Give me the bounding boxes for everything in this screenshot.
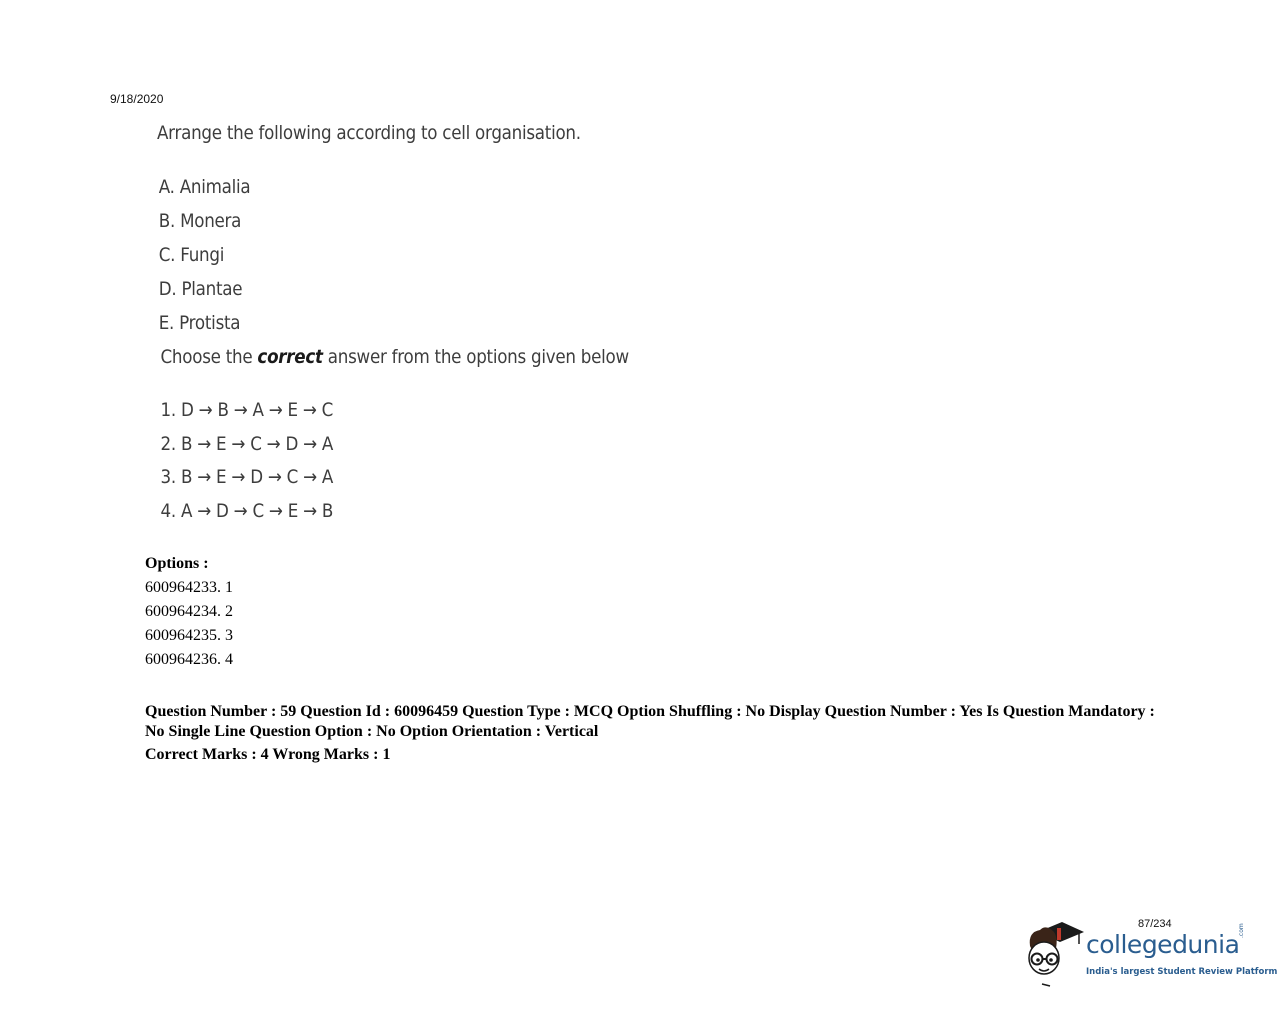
list-item: D. Plantae	[158, 278, 243, 300]
brand-tagline: India's largest Student Review Platform	[1086, 967, 1278, 977]
item-list	[157, 170, 717, 340]
options-heading: Options :	[145, 555, 209, 572]
answer-choice: 4. A → D → C → E → B	[160, 499, 334, 522]
list-item: B. Monera	[158, 210, 242, 232]
list-item: A. Animalia	[158, 176, 251, 198]
answer-choice: 3. B → E → D → C → A	[160, 466, 334, 488]
list-item: E. Protista	[158, 312, 241, 334]
instruction-suffix: answer from the options given below	[322, 346, 629, 368]
list-item: C. Fungi	[158, 244, 225, 266]
brand-suffix: .com	[1238, 923, 1245, 938]
answer-choices	[157, 394, 717, 528]
option-id: 600964234. 2	[145, 603, 233, 620]
question-title: Arrange the following according to cell organisation.	[157, 122, 581, 144]
answer-choice: 2. B → E → C → D → A	[160, 432, 334, 455]
options-section	[145, 552, 233, 672]
marks-info: Correct Marks : 4 Wrong Marks : 1	[145, 746, 391, 763]
instruction-emphasis: correct	[257, 346, 323, 368]
option-id: 600964235. 3	[145, 627, 233, 644]
instruction-prefix: Choose the	[160, 346, 258, 368]
answer-choice: 1. D → B → A → E → C	[160, 399, 334, 421]
print-date: 9/18/2020	[110, 92, 164, 106]
option-id: 600964233. 1	[145, 579, 233, 596]
brand-logo	[1024, 918, 1278, 988]
page-number: 87/234	[1138, 918, 1172, 930]
question-metadata: Question Number : 59 Question Id : 60096459 Question Type : MCQ Option Shuffling : No Display Question Number : Yes Is Question Mandatory : No Single Line Question Option : No Option Orientation : Vertical	[145, 703, 1155, 740]
question-body	[157, 118, 717, 528]
brand-name: collegedunia	[1086, 930, 1240, 959]
question-instruction	[157, 340, 650, 374]
student-mascot-icon	[1024, 918, 1086, 988]
option-id: 600964236. 4	[145, 651, 233, 668]
